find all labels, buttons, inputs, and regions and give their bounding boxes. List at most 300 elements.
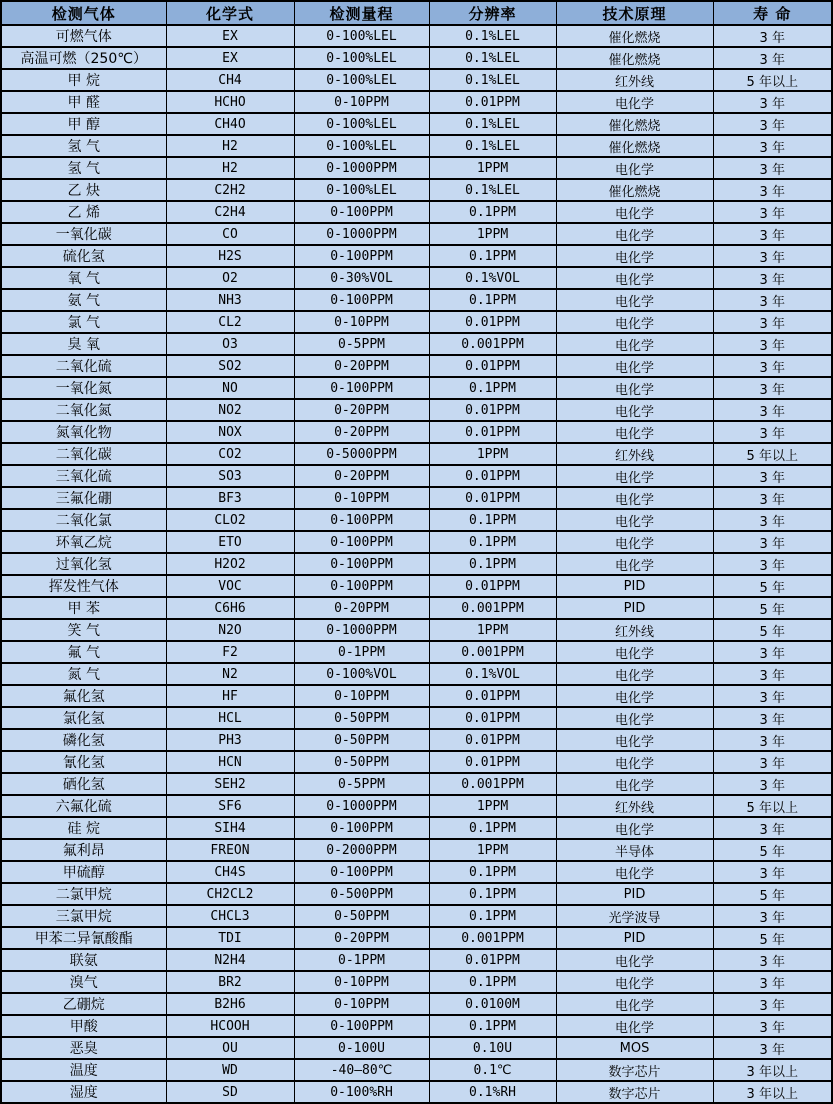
principle-cell: 电化学: [556, 91, 713, 113]
lifespan-cell: 3 年: [713, 465, 832, 487]
lifespan-cell: 3 年: [713, 729, 832, 751]
principle-cell: 电化学: [556, 641, 713, 663]
lifespan-cell: 5 年: [713, 839, 832, 861]
formula-cell: CH2CL2: [166, 883, 294, 905]
range-cell: 0-100%LEL: [294, 135, 429, 157]
table-row: [1, 179, 832, 201]
lifespan-cell: 3 年: [713, 223, 832, 245]
formula-cell: EX: [166, 47, 294, 69]
principle-cell: 催化燃烧: [556, 135, 713, 157]
gas-name-cell: 一氧化氮: [1, 377, 166, 399]
range-cell: 0-100PPM: [294, 817, 429, 839]
resolution-cell: 0.1PPM: [429, 553, 556, 575]
resolution-cell: 0.1%LEL: [429, 179, 556, 201]
table-row: [1, 795, 832, 817]
resolution-cell: 0.1PPM: [429, 201, 556, 223]
table-row: [1, 201, 832, 223]
lifespan-cell: 3 年: [713, 553, 832, 575]
gas-name-cell: 氢 气: [1, 157, 166, 179]
col-header-principle: 技术原理: [556, 1, 713, 25]
formula-cell: CH4S: [166, 861, 294, 883]
col-header-lifespan: 寿 命: [713, 1, 832, 25]
lifespan-cell: 3 年: [713, 949, 832, 971]
principle-cell: 电化学: [556, 817, 713, 839]
principle-cell: 电化学: [556, 949, 713, 971]
resolution-cell: 0.1PPM: [429, 531, 556, 553]
gas-name-cell: 环氧乙烷: [1, 531, 166, 553]
range-cell: 0-50PPM: [294, 905, 429, 927]
formula-cell: N2O: [166, 619, 294, 641]
lifespan-cell: 5 年: [713, 619, 832, 641]
table-row: [1, 641, 832, 663]
principle-cell: 催化燃烧: [556, 25, 713, 47]
formula-cell: N2H4: [166, 949, 294, 971]
table-row: [1, 531, 832, 553]
formula-cell: NH3: [166, 289, 294, 311]
principle-cell: 电化学: [556, 465, 713, 487]
formula-cell: H2: [166, 157, 294, 179]
range-cell: 0-1000PPM: [294, 223, 429, 245]
table-row: [1, 905, 832, 927]
table-row: [1, 817, 832, 839]
gas-name-cell: 氟 气: [1, 641, 166, 663]
principle-cell: 电化学: [556, 971, 713, 993]
resolution-cell: 0.1%LEL: [429, 69, 556, 91]
lifespan-cell: 5 年: [713, 575, 832, 597]
range-cell: 0-100PPM: [294, 509, 429, 531]
resolution-cell: 0.1℃: [429, 1059, 556, 1081]
range-cell: 0-500PPM: [294, 883, 429, 905]
formula-cell: SO3: [166, 465, 294, 487]
principle-cell: 电化学: [556, 531, 713, 553]
gas-name-cell: 氧 气: [1, 267, 166, 289]
resolution-cell: 0.01PPM: [429, 707, 556, 729]
resolution-cell: 1PPM: [429, 223, 556, 245]
lifespan-cell: 3 年: [713, 267, 832, 289]
gas-name-cell: 甲 醛: [1, 91, 166, 113]
resolution-cell: 0.01PPM: [429, 729, 556, 751]
formula-cell: OU: [166, 1037, 294, 1059]
range-cell: 0-50PPM: [294, 751, 429, 773]
range-cell: 0-100%LEL: [294, 47, 429, 69]
resolution-cell: 0.001PPM: [429, 333, 556, 355]
table-row: [1, 223, 832, 245]
formula-cell: F2: [166, 641, 294, 663]
gas-name-cell: 甲硫醇: [1, 861, 166, 883]
formula-cell: HCHO: [166, 91, 294, 113]
gas-name-cell: 氰化氢: [1, 751, 166, 773]
principle-cell: 电化学: [556, 663, 713, 685]
table-row: [1, 663, 832, 685]
table-row: [1, 311, 832, 333]
resolution-cell: 0.01PPM: [429, 685, 556, 707]
resolution-cell: 0.1PPM: [429, 971, 556, 993]
lifespan-cell: 3 年: [713, 707, 832, 729]
range-cell: 0-50PPM: [294, 729, 429, 751]
gas-name-cell: 挥发性气体: [1, 575, 166, 597]
formula-cell: ETO: [166, 531, 294, 553]
lifespan-cell: 3 年: [713, 377, 832, 399]
formula-cell: SD: [166, 1081, 294, 1103]
lifespan-cell: 3 年: [713, 135, 832, 157]
range-cell: 0-20PPM: [294, 421, 429, 443]
principle-cell: 电化学: [556, 355, 713, 377]
table-row: [1, 377, 832, 399]
range-cell: 0-20PPM: [294, 399, 429, 421]
resolution-cell: 0.01PPM: [429, 399, 556, 421]
table-row: [1, 729, 832, 751]
principle-cell: PID: [556, 883, 713, 905]
lifespan-cell: 3 年: [713, 333, 832, 355]
resolution-cell: 1PPM: [429, 157, 556, 179]
gas-name-cell: 硒化氢: [1, 773, 166, 795]
range-cell: 0-100PPM: [294, 377, 429, 399]
lifespan-cell: 3 年: [713, 663, 832, 685]
formula-cell: VOC: [166, 575, 294, 597]
principle-cell: 电化学: [556, 421, 713, 443]
principle-cell: 电化学: [556, 399, 713, 421]
formula-cell: C2H4: [166, 201, 294, 223]
lifespan-cell: 5 年: [713, 883, 832, 905]
lifespan-cell: 3 年: [713, 685, 832, 707]
formula-cell: CL2: [166, 311, 294, 333]
range-cell: 0-20PPM: [294, 355, 429, 377]
table-row: [1, 443, 832, 465]
table-row: [1, 135, 832, 157]
formula-cell: NOX: [166, 421, 294, 443]
range-cell: 0-100%RH: [294, 1081, 429, 1103]
resolution-cell: 0.01PPM: [429, 575, 556, 597]
principle-cell: 电化学: [556, 993, 713, 1015]
principle-cell: 电化学: [556, 1015, 713, 1037]
lifespan-cell: 3 年: [713, 751, 832, 773]
table-row: [1, 487, 832, 509]
formula-cell: C6H6: [166, 597, 294, 619]
gas-name-cell: 三氟化硼: [1, 487, 166, 509]
resolution-cell: 0.1PPM: [429, 289, 556, 311]
resolution-cell: 0.1%VOL: [429, 663, 556, 685]
range-cell: -40—80℃: [294, 1059, 429, 1081]
table-row: [1, 597, 832, 619]
principle-cell: 半导体: [556, 839, 713, 861]
resolution-cell: 0.1PPM: [429, 245, 556, 267]
gas-name-cell: 三氧化硫: [1, 465, 166, 487]
gas-name-cell: 二氧化氮: [1, 399, 166, 421]
lifespan-cell: 3 年: [713, 157, 832, 179]
table-row: [1, 1015, 832, 1037]
table-row: [1, 927, 832, 949]
lifespan-cell: 3 年: [713, 905, 832, 927]
col-header-range: 检测量程: [294, 1, 429, 25]
table-row: [1, 509, 832, 531]
table-row: [1, 355, 832, 377]
col-header-formula: 化学式: [166, 1, 294, 25]
table-row: [1, 773, 832, 795]
formula-cell: CH4O: [166, 113, 294, 135]
principle-cell: MOS: [556, 1037, 713, 1059]
resolution-cell: 0.01PPM: [429, 487, 556, 509]
gas-name-cell: 氮 气: [1, 663, 166, 685]
table-row: [1, 91, 832, 113]
lifespan-cell: 5 年: [713, 597, 832, 619]
lifespan-cell: 3 年: [713, 641, 832, 663]
resolution-cell: 0.1%VOL: [429, 267, 556, 289]
lifespan-cell: 3 年: [713, 421, 832, 443]
lifespan-cell: 5 年以上: [713, 795, 832, 817]
gas-name-cell: 乙 炔: [1, 179, 166, 201]
formula-cell: CO: [166, 223, 294, 245]
principle-cell: 数字芯片: [556, 1059, 713, 1081]
resolution-cell: 1PPM: [429, 443, 556, 465]
principle-cell: 电化学: [556, 377, 713, 399]
gas-name-cell: 氟化氢: [1, 685, 166, 707]
gas-name-cell: 笑 气: [1, 619, 166, 641]
formula-cell: O3: [166, 333, 294, 355]
resolution-cell: 0.01PPM: [429, 949, 556, 971]
resolution-cell: 0.1%LEL: [429, 113, 556, 135]
resolution-cell: 0.1%LEL: [429, 25, 556, 47]
range-cell: 0-100%LEL: [294, 25, 429, 47]
range-cell: 0-100%LEL: [294, 113, 429, 135]
table-row: [1, 289, 832, 311]
principle-cell: PID: [556, 597, 713, 619]
range-cell: 0-20PPM: [294, 465, 429, 487]
range-cell: 0-10PPM: [294, 311, 429, 333]
formula-cell: CHCL3: [166, 905, 294, 927]
gas-name-cell: 可燃气体: [1, 25, 166, 47]
range-cell: 0-100PPM: [294, 531, 429, 553]
formula-cell: H2O2: [166, 553, 294, 575]
lifespan-cell: 5 年以上: [713, 443, 832, 465]
table-row: [1, 245, 832, 267]
resolution-cell: 0.1PPM: [429, 509, 556, 531]
principle-cell: 光学波导: [556, 905, 713, 927]
table-row: [1, 47, 832, 69]
resolution-cell: 0.1PPM: [429, 1015, 556, 1037]
table-row: [1, 69, 832, 91]
table-row: [1, 619, 832, 641]
gas-name-cell: 高温可燃（250℃）: [1, 47, 166, 69]
gas-name-cell: 二氧化硫: [1, 355, 166, 377]
resolution-cell: 0.001PPM: [429, 773, 556, 795]
principle-cell: 催化燃烧: [556, 47, 713, 69]
gas-name-cell: 过氧化氢: [1, 553, 166, 575]
table-row: [1, 421, 832, 443]
resolution-cell: 1PPM: [429, 619, 556, 641]
table-row: [1, 267, 832, 289]
table-row: [1, 553, 832, 575]
formula-cell: EX: [166, 25, 294, 47]
resolution-cell: 1PPM: [429, 795, 556, 817]
range-cell: 0-5000PPM: [294, 443, 429, 465]
principle-cell: 电化学: [556, 289, 713, 311]
formula-cell: NO2: [166, 399, 294, 421]
formula-cell: HCOOH: [166, 1015, 294, 1037]
formula-cell: C2H2: [166, 179, 294, 201]
resolution-cell: 0.1PPM: [429, 883, 556, 905]
range-cell: 0-10PPM: [294, 971, 429, 993]
table-row: [1, 575, 832, 597]
principle-cell: 数字芯片: [556, 1081, 713, 1103]
formula-cell: B2H6: [166, 993, 294, 1015]
range-cell: 0-20PPM: [294, 597, 429, 619]
resolution-cell: 0.01PPM: [429, 751, 556, 773]
range-cell: 0-10PPM: [294, 91, 429, 113]
range-cell: 0-100%VOL: [294, 663, 429, 685]
range-cell: 0-1000PPM: [294, 795, 429, 817]
range-cell: 0-2000PPM: [294, 839, 429, 861]
range-cell: 0-10PPM: [294, 993, 429, 1015]
lifespan-cell: 3 年以上: [713, 1081, 832, 1103]
principle-cell: 电化学: [556, 157, 713, 179]
formula-cell: N2: [166, 663, 294, 685]
formula-cell: HF: [166, 685, 294, 707]
formula-cell: SF6: [166, 795, 294, 817]
lifespan-cell: 3 年: [713, 487, 832, 509]
resolution-cell: 0.001PPM: [429, 927, 556, 949]
gas-name-cell: 硫化氢: [1, 245, 166, 267]
table-row: [1, 1059, 832, 1081]
resolution-cell: 0.001PPM: [429, 641, 556, 663]
table-row: [1, 113, 832, 135]
formula-cell: HCL: [166, 707, 294, 729]
principle-cell: 电化学: [556, 267, 713, 289]
resolution-cell: 0.01PPM: [429, 355, 556, 377]
gas-name-cell: 二氯甲烷: [1, 883, 166, 905]
range-cell: 0-100U: [294, 1037, 429, 1059]
lifespan-cell: 3 年: [713, 531, 832, 553]
principle-cell: 红外线: [556, 443, 713, 465]
principle-cell: 电化学: [556, 311, 713, 333]
resolution-cell: 0.1%RH: [429, 1081, 556, 1103]
range-cell: 0-1000PPM: [294, 157, 429, 179]
lifespan-cell: 3 年: [713, 25, 832, 47]
range-cell: 0-100PPM: [294, 553, 429, 575]
formula-cell: FREON: [166, 839, 294, 861]
range-cell: 0-1000PPM: [294, 619, 429, 641]
table-row: [1, 25, 832, 47]
gas-name-cell: 氨 气: [1, 289, 166, 311]
range-cell: 0-10PPM: [294, 487, 429, 509]
principle-cell: 电化学: [556, 201, 713, 223]
formula-cell: CLO2: [166, 509, 294, 531]
table-row: [1, 685, 832, 707]
lifespan-cell: 3 年: [713, 817, 832, 839]
principle-cell: 电化学: [556, 729, 713, 751]
gas-name-cell: 氯 气: [1, 311, 166, 333]
range-cell: 0-100PPM: [294, 201, 429, 223]
formula-cell: TDI: [166, 927, 294, 949]
lifespan-cell: 3 年: [713, 311, 832, 333]
gas-name-cell: 甲 醇: [1, 113, 166, 135]
gas-name-cell: 氮氧化物: [1, 421, 166, 443]
header-row: [1, 1, 832, 25]
formula-cell: PH3: [166, 729, 294, 751]
lifespan-cell: 3 年: [713, 245, 832, 267]
principle-cell: PID: [556, 575, 713, 597]
range-cell: 0-1PPM: [294, 641, 429, 663]
principle-cell: 催化燃烧: [556, 113, 713, 135]
table-row: [1, 883, 832, 905]
formula-cell: SO2: [166, 355, 294, 377]
range-cell: 0-100PPM: [294, 289, 429, 311]
gas-name-cell: 甲 苯: [1, 597, 166, 619]
table-row: [1, 861, 832, 883]
resolution-cell: 0.01PPM: [429, 91, 556, 113]
resolution-cell: 0.1PPM: [429, 817, 556, 839]
gas-name-cell: 温度: [1, 1059, 166, 1081]
resolution-cell: 0.1PPM: [429, 377, 556, 399]
resolution-cell: 0.001PPM: [429, 597, 556, 619]
formula-cell: SIH4: [166, 817, 294, 839]
range-cell: 0-50PPM: [294, 707, 429, 729]
gas-name-cell: 甲酸: [1, 1015, 166, 1037]
formula-cell: SEH2: [166, 773, 294, 795]
resolution-cell: 0.10U: [429, 1037, 556, 1059]
gas-name-cell: 溴气: [1, 971, 166, 993]
table-row: [1, 1081, 832, 1103]
lifespan-cell: 3 年: [713, 201, 832, 223]
resolution-cell: 0.1PPM: [429, 861, 556, 883]
range-cell: 0-30%VOL: [294, 267, 429, 289]
resolution-cell: 0.0100M: [429, 993, 556, 1015]
principle-cell: 电化学: [556, 861, 713, 883]
resolution-cell: 0.01PPM: [429, 311, 556, 333]
lifespan-cell: 5 年以上: [713, 69, 832, 91]
principle-cell: 红外线: [556, 795, 713, 817]
table-row: [1, 399, 832, 421]
principle-cell: 红外线: [556, 619, 713, 641]
table-row: [1, 333, 832, 355]
principle-cell: 电化学: [556, 751, 713, 773]
gas-name-cell: 乙 烯: [1, 201, 166, 223]
table-row: [1, 465, 832, 487]
range-cell: 0-20PPM: [294, 927, 429, 949]
gas-name-cell: 联氨: [1, 949, 166, 971]
gas-name-cell: 二氧化碳: [1, 443, 166, 465]
range-cell: 0-5PPM: [294, 773, 429, 795]
principle-cell: 电化学: [556, 773, 713, 795]
gas-name-cell: 二氧化氯: [1, 509, 166, 531]
lifespan-cell: 3 年: [713, 971, 832, 993]
table-row: [1, 949, 832, 971]
gas-name-cell: 臭 氧: [1, 333, 166, 355]
formula-cell: O2: [166, 267, 294, 289]
range-cell: 0-100PPM: [294, 1015, 429, 1037]
range-cell: 0-100PPM: [294, 245, 429, 267]
formula-cell: CH4: [166, 69, 294, 91]
lifespan-cell: 5 年: [713, 927, 832, 949]
resolution-cell: 0.1PPM: [429, 905, 556, 927]
principle-cell: 电化学: [556, 707, 713, 729]
lifespan-cell: 3 年: [713, 179, 832, 201]
lifespan-cell: 3 年: [713, 47, 832, 69]
lifespan-cell: 3 年: [713, 509, 832, 531]
formula-cell: NO: [166, 377, 294, 399]
range-cell: 0-100PPM: [294, 575, 429, 597]
gas-name-cell: 磷化氢: [1, 729, 166, 751]
lifespan-cell: 3 年: [713, 91, 832, 113]
principle-cell: 电化学: [556, 685, 713, 707]
gas-name-cell: 硅 烷: [1, 817, 166, 839]
col-header-resolution: 分辨率: [429, 1, 556, 25]
gas-name-cell: 一氧化碳: [1, 223, 166, 245]
gas-name-cell: 甲 烷: [1, 69, 166, 91]
gas-name-cell: 三氯甲烷: [1, 905, 166, 927]
lifespan-cell: 3 年: [713, 113, 832, 135]
principle-cell: 电化学: [556, 509, 713, 531]
resolution-cell: 1PPM: [429, 839, 556, 861]
